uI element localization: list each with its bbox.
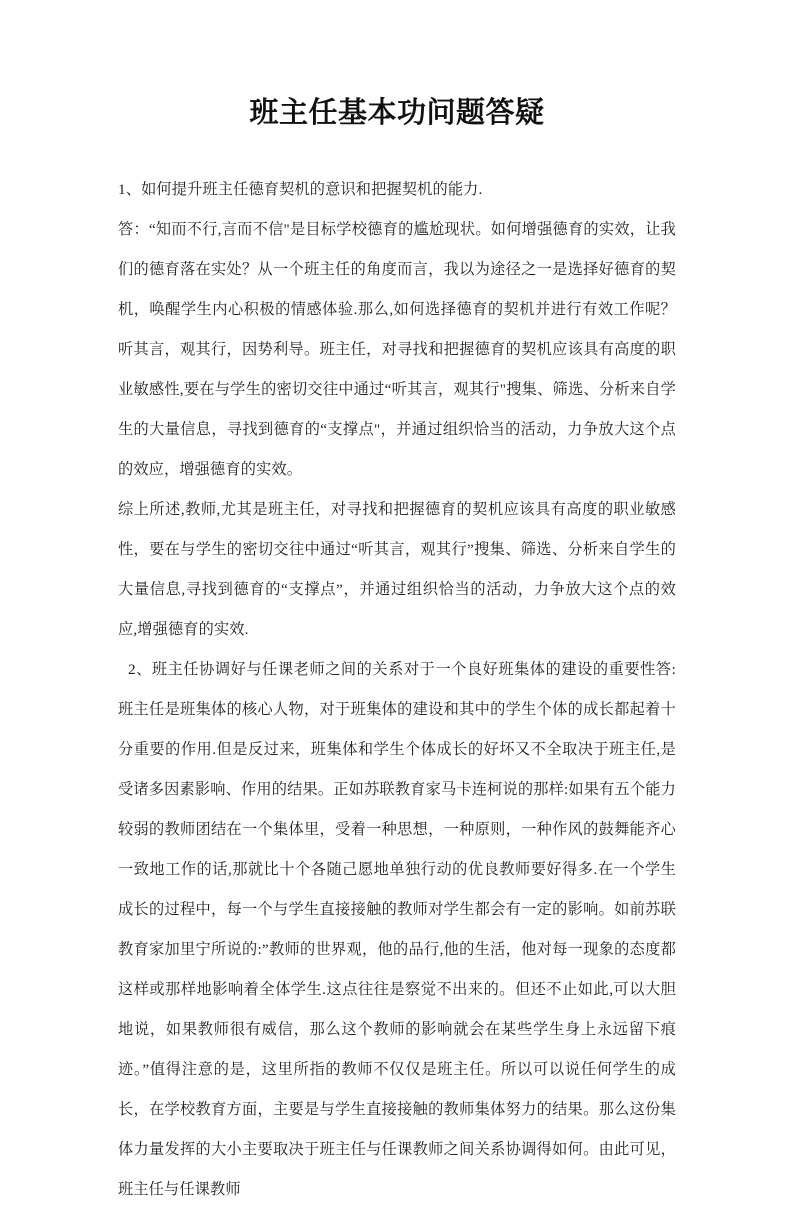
document-body <box>118 0 676 1210</box>
paragraph-question-1: 1、如何提升班主任德育契机的意识和把握契机的能力. <box>118 181 483 198</box>
paragraph-answer-1-summary: 综上所述,教师,尤其是班主任，对寻找和把握德育的契机应该具有高度的职业敏感性，要在与学生的密切交往中通过“听其言，观其行”搜集、筛选、分析来自学生的大量信息,寻找到德育的“支撑点”，并通过组织恰当的活动，力争放大这个点的效应,增强德育的实效. <box>118 501 676 638</box>
document-content <box>118 127 676 1210</box>
paragraph-answer-1: 答：“知而不行,言而不信"是目标学校德育的尴尬现状。如何增强德育的实效，让我们的德育落在实处？从一个班主任的角度而言，我以为途径之一是选择好德育的契机，唤醒学生内心积极的情感体验.那么,如何选择德育的契机并进行有效工作呢？听其言，观其行，因势利导。班主任，对寻找和把握德育的契机应该具有高度的职业敏感性,要在与学生的密切交往中通过“听其言，观其行"搜集、筛选、分析来自学生的大量信息，寻找到德育的“支撑点"，并通过组织恰当的活动，力争放大这个点的效应，增强德育的实效。 <box>118 221 676 478</box>
paragraph-question-2: 2、班主任协调好与任课老师之间的关系对于一个良好班集体的建设的重要性答:班主任是班集体的核心人物，对于班集体的建设和其中的学生个体的成长都起着十分重要的作用.但是反过来，班集体和学生个体成长的好坏又不全取决于班主任,是受诸多因素影响、作用的结果。正如苏联教育家马卡连柯说的那样:如果有五个能力较弱的教师团结在一个集体里，受着一种思想，一种原则，一种作风的鼓舞能齐心一致地工作的话,那就比十个各随己愿地单独行动的优良教师要好得多.在一个学生成长的过程中，每一个与学生直接接触的教师对学生都会有一定的影响。如前苏联教育家加里宁所说的:”教师的世界观，他的品行,他的生活，他对每一现象的态度都这样或那样地影响着全体学生.这点往往是察觉不出来的。但还不止如此,可以大胆地说，如果教师很有威信，那么这个教师的影响就会在某些学生身上永远留下痕迹。”值得注意的是，这里所指的教师不仅仅是班主任。所以可以说任何学生的成长，在学校教育方面，主要是与学生直接接触的教师集体努力的结果。那么这份集体力量发挥的大小主要取决于班主任与任课教师之间关系协调得如何。由此可见，班主任与任课教师 <box>118 661 676 1198</box>
page-title: 班主任基本功问题答疑 <box>249 95 545 129</box>
